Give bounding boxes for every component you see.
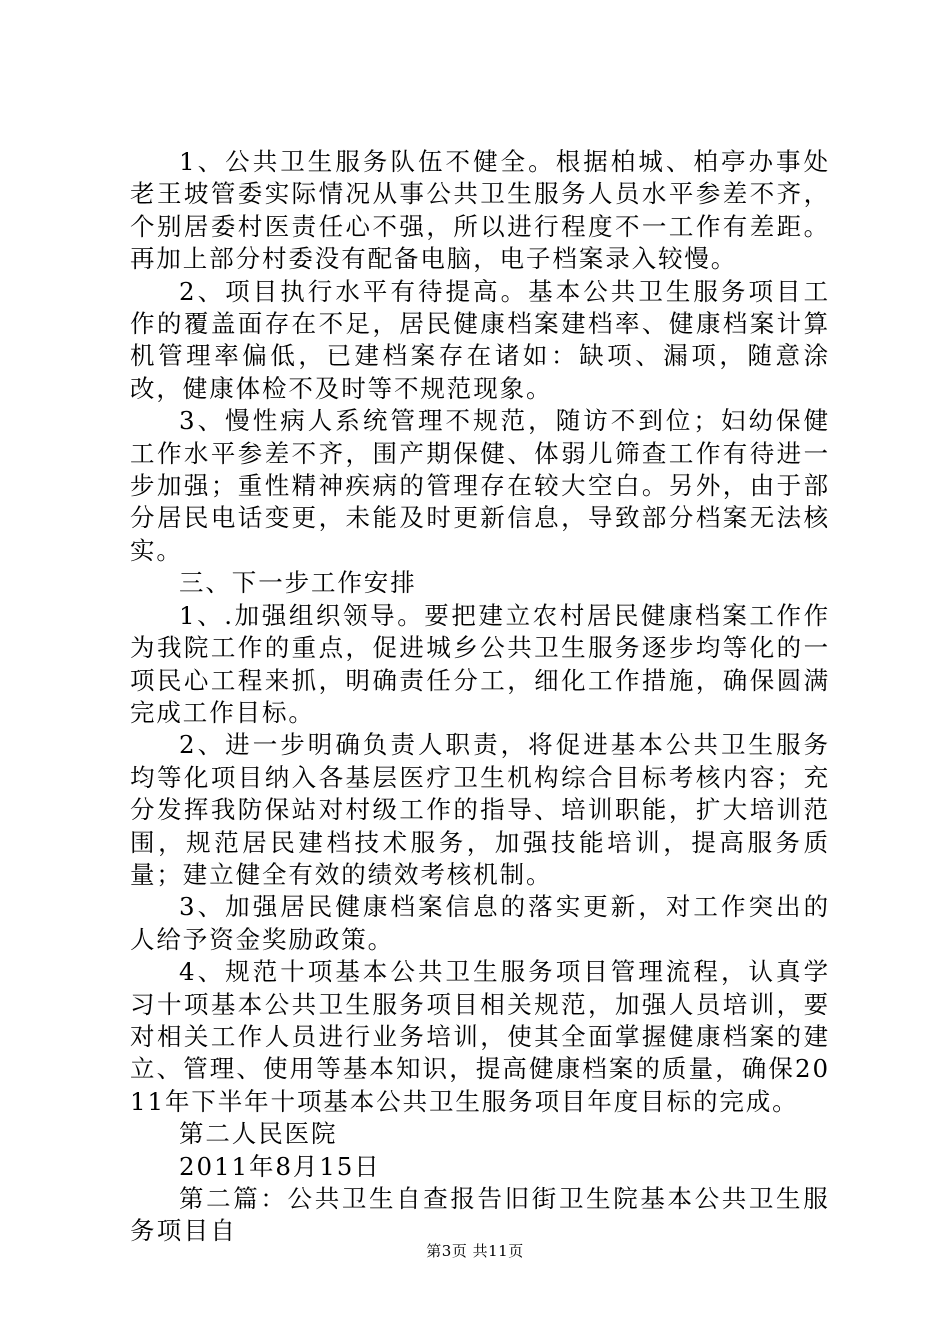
paragraph-step-3: 3、加强居民健康档案信息的落实更新，对工作突出的人给予资金奖励政策。 [130,892,830,954]
signature-organization: 第二人民医院 [179,1119,338,1149]
paragraph-problem-1: 1、公共卫生服务队伍不健全。根据柏城、柏亭办事处老王坡管委实际情况从事公共卫生服务人员水平参差不齐，个别居委村医责任心不强，所以进行程度不一工作有差距。再加上部分村委没有配备电脑，电子档案录入较慢。 [130,147,830,274]
document-body [130,146,830,1248]
next-article-title: 第二篇：公共卫生自查报告旧街卫生院基本公共卫生服务项目自 [130,1184,830,1246]
paragraph-problem-3: 3、慢性病人系统管理不规范，随访不到位；妇幼保健工作水平参差不齐，围产期保健、体弱儿筛查工作有待进一步加强；重性精神疾病的管理存在较大空白。另外，由于部分居民电话变更，未能及时更新信息，导致部分档案无法核实。 [130,406,830,565]
paragraph-step-1: 1、.加强组织领导。要把建立农村居民健康档案工作作为我院工作的重点，促进城乡公共卫生服务逐步均等化的一项民心工程来抓，明确责任分工，细化工作措施，确保圆满完成工作目标。 [130,600,830,727]
signature-date: 2011年8月15日 [179,1151,381,1181]
section-heading-next-steps: 三、下一步工作安排 [179,568,417,598]
page-number-footer: 第3页 共11页 [426,1242,524,1260]
paragraph-step-4: 4、规范十项基本公共卫生服务项目管理流程，认真学习十项基本公共卫生服务项目相关规范，加强人员培训，要对相关工作人员进行业务培训，使其全面掌握健康档案的建立、管理、使用等基本知识，提高健康档案的质量，确保2011年下半年十项基本公共卫生服务项目年度目标的完成。 [130,957,830,1116]
paragraph-step-2: 2、进一步明确负责人职责，将促进基本公共卫生服务均等化项目纳入各基层医疗卫生机构综合目标考核内容；充分发挥我防保站对村级工作的指导、培训职能，扩大培训范围，规范居民建档技术服务，加强技能培训，提高服务质量；建立健全有效的绩效考核机制。 [130,730,830,889]
paragraph-problem-2: 2、项目执行水平有待提高。基本公共卫生服务项目工作的覆盖面存在不足，居民健康档案建档率、健康档案计算机管理率偏低，已建档案存在诸如：缺项、漏项，随意涂改，健康体检不及时等不规范现象。 [130,276,830,403]
